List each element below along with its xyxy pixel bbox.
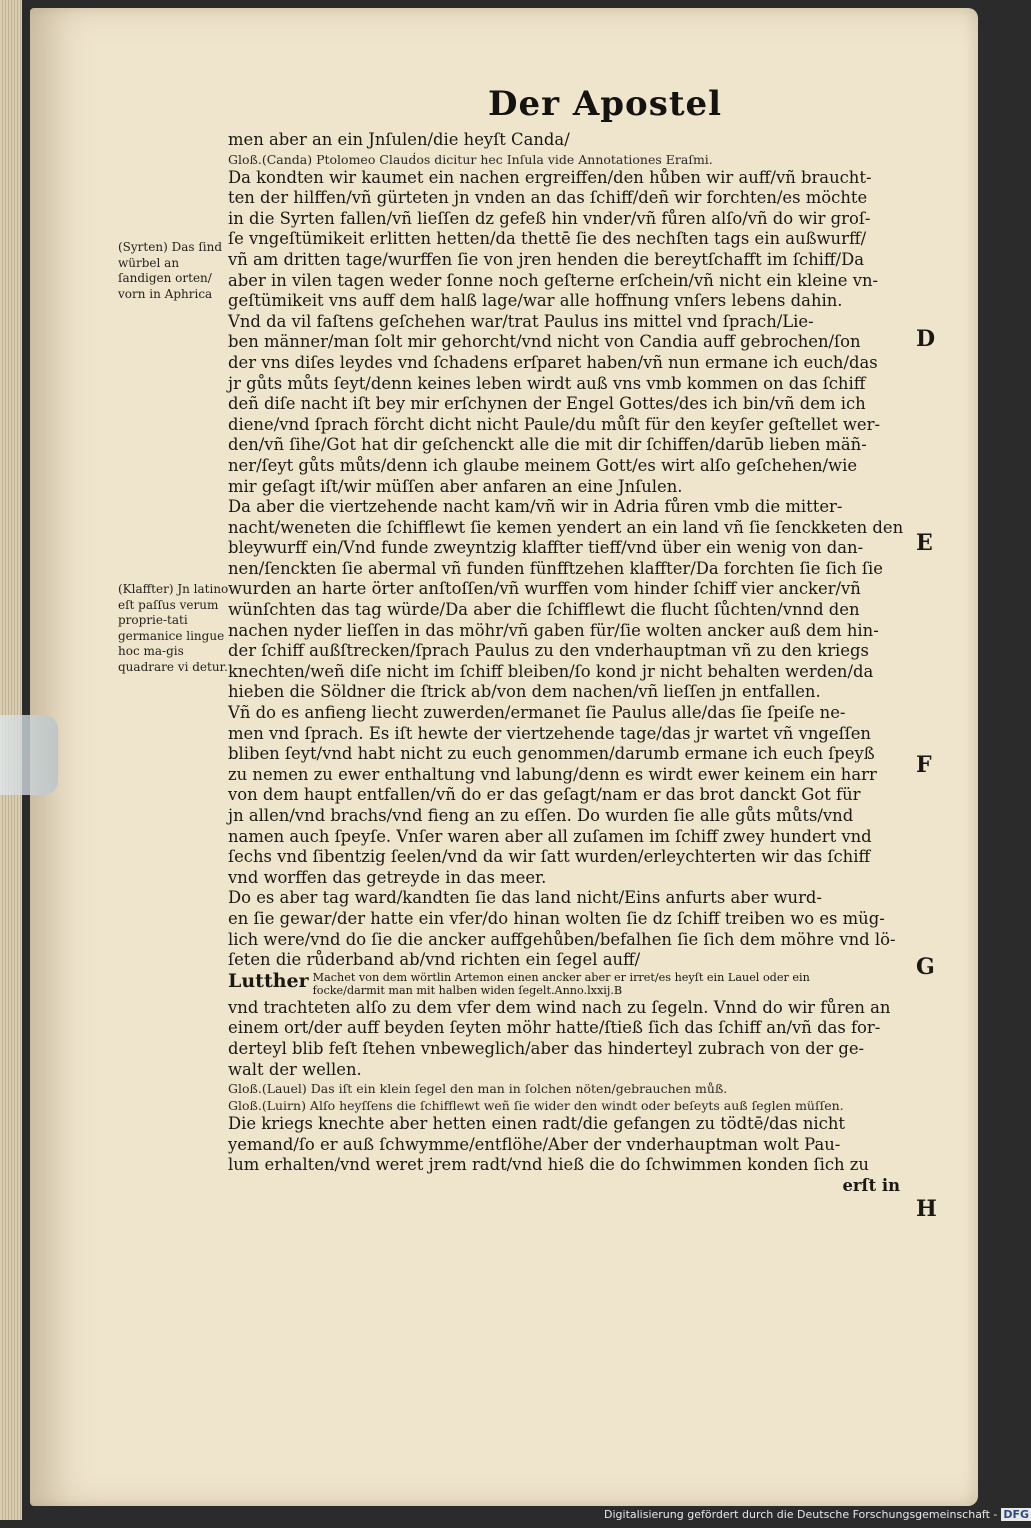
text-line: wünſchten das tag würde/Da aber die ſchifflewt die flucht ſůchten/vnnd den: [228, 600, 860, 620]
text-block-1: [228, 130, 908, 971]
text-line: ſeten die růderband ab/vnd richten ein ſegel auff/: [228, 950, 641, 970]
text-line: nachen nyder lieſſen in das möhr/vñ gaben für/ſie wolten ancker auß dem hin-: [228, 620, 879, 640]
text-line: bleywurff ein/Vnd funde zweyntzig klaffter tieff/vnd über ein wenig von dan-: [228, 538, 864, 558]
text-line: men aber an ein Jnſulen/die heyſt Canda/: [228, 130, 570, 149]
text-block-2: [228, 998, 908, 1176]
text-line: zu nemen zu ewer enthaltung vnd labung/denn es wirdt ewer keinem ein harr: [228, 764, 877, 784]
text-line: den/vñ ſihe/Got hat dir geſchenckt alle die mit dir ſchiffen/darūb lieben mäñ-: [228, 435, 867, 455]
text-line: men vnd ſprach. Es iſt hewte der viertzehende tage/das jr wartet vñ vngeſſen: [228, 723, 871, 743]
lutther-note: [228, 971, 908, 998]
margin-letter-e: E: [916, 530, 933, 556]
margin-letter-g: G: [916, 954, 935, 980]
text-line: bliben ſeyt/vnd habt nicht zu euch genommen/darumb ermane ich euch ſpeyß: [228, 744, 875, 764]
footer-text: Digitalisierung gefördert durch die Deutsche Forschungsgemeinschaft -: [604, 1508, 998, 1521]
text-line: en ſie gewar/der hatte ein vfer/do hinan wolten ſie dz ſchiff treiben wo es müg-: [228, 908, 885, 928]
text-line: yemand/ſo er auß ſchwymme/entflöhe/Aber der vnderhauptman wolt Pau-: [228, 1134, 841, 1154]
text-line: der ſchiff außſtrecken/ſprach Paulus zu den vnderhauptman vñ zu den kriegs: [228, 641, 869, 661]
text-line: vñ am dritten tage/wurffen ſie von jren henden die bereytſchafft im ſchiff/Da: [228, 249, 864, 269]
text-line: aber in vilen tagen weder ſonne noch geſterne erſchein/vñ nicht ein kleine vn-: [228, 270, 879, 290]
text-line: jn allen/vnd brachs/vnd fieng an zu eſſen. Do wurden ſie alle gůts můts/vnd: [228, 806, 854, 825]
margin-letter-d: D: [916, 326, 936, 352]
text-line: walt der wellen.: [228, 1059, 362, 1079]
margin-letter-f: F: [916, 752, 932, 778]
lutther-line-1: Machet von dem wörtlin Artemon einen ancker aber er irret/es heyſt ein Lauel oder ein: [312, 970, 810, 984]
text-line: ten der hilffen/vñ gürteten jn vnden an das ſchiff/deñ wir forchten/es möchte: [228, 188, 868, 208]
text-line: nen/ſenckten ſie abermal vñ funden fünfftzehen klaffter/Da forchten ſie ſich ſie: [228, 558, 883, 578]
lutther-note-body: [313, 971, 810, 998]
text-line: Da kondten wir kaumet ein nachen ergreiffen/den hůben wir auff/vñ braucht-: [228, 167, 872, 187]
catchword: erſt in: [842, 1175, 900, 1195]
text-line: lich were/vnd do ſie die ancker auffgehůben/befalhen ſie ſich dem möhre vnd lö-: [228, 929, 896, 949]
text-line: Vñ do es anfieng liecht zuwerden/ermanet ſie Paulus alle/das ſie ſpeiſe ne-: [228, 703, 846, 723]
text-line: der vns diſes leydes vnd ſchadens erſparet haben/vñ nun ermane ich euch/das: [228, 352, 878, 372]
text-line: lum erhalten/vnd weret jrem radt/vnd hieß die do ſchwimmen konden ſich zu: [228, 1155, 869, 1175]
text-line: von dem haupt entfallen/vñ do er das geſagt/nam er das brot danckt Got für: [228, 785, 861, 805]
text-line: ner/ſeyt gůts můts/denn ich glaube meinem Gott/es wirt alſo geſchehen/wie: [228, 455, 858, 475]
main-text: [228, 130, 908, 1197]
lutther-label: Lutther: [228, 969, 309, 992]
text-line: knechten/weñ diſe nicht im ſchiff bleiben/ſo kond jr nicht behalten werden/da: [228, 661, 874, 681]
text-line: Vnd da vil faſtens geſchehen war/trat Paulus ins mittel vnd ſprach/Lie-: [228, 311, 814, 331]
text-line: mir geſagt iſt/wir müſſen aber anfaren an eine Jnſulen.: [228, 476, 683, 496]
text-line: ſechs vnd ſibentzig ſeelen/vnd da wir ſatt wurden/erleychterten wir das ſchiff: [228, 847, 871, 867]
text-line: derteyl blib feſt ſtehen vnbeweglich/aber das hinderteyl zubrach von der ge-: [228, 1038, 865, 1058]
gloss-line: Gloß.(Lauel) Das iſt ein klein ſegel den man in ſolchen nöten/gebrauchen můß.: [228, 1081, 728, 1097]
text-line: geſtümikeit vns auff dem halß lage/war alle hoffnung vnſers lebens dahin.: [228, 291, 843, 311]
text-line: nacht/weneten die ſchifflewt ſie kemen yendert an ein land vñ ſie ſenckketen den: [228, 517, 904, 537]
text-line: Da aber die viertzehende nacht kam/vñ wir in Adria fůren vmb die mitter-: [228, 497, 843, 517]
gloss-line: Gloß.(Canda) Ptolomeo Clauḋos dicitur hec Inſula vide Annotationes Eraſmi.: [228, 151, 713, 167]
text-line: diene/vnd ſprach förcht dicht nicht Paule/du můſt für den keyſer geſtellet wer-: [228, 414, 881, 434]
side-note-syrten: (Syrten) Das ſind würbel an ſandigen orten/ vorn in Aphrica: [118, 240, 223, 301]
page-header: Der Apostel: [488, 84, 723, 124]
text-line: einem ort/der auff beyden ſeyten möhr hatte/ſtieß ſich das ſchiff an/vñ das for-: [228, 1018, 881, 1038]
text-line: vnd worffen das getreyde in das meer.: [228, 867, 547, 887]
text-line: wurden an harte örter anſtoſſen/vñ wurffen vom hinder ſchiff vier ancker/vñ: [228, 579, 861, 599]
lutther-line-2: focke/darmit man mit halben widen ſegelt.Anno.lxxij.B: [312, 984, 623, 998]
text-line: Do es aber tag ward/kandten ſie das land nicht/Eins anfurts aber wurd-: [228, 888, 822, 908]
text-line: ben männer/man ſolt mir gehorcht/vnd nicht von Candia auff gebrochen/ſon: [228, 332, 861, 352]
text-line: Die kriegs knechte aber hetten einen radt/die gefangen zu tödtē/das nicht: [228, 1114, 845, 1134]
dfg-logo: DFG: [1003, 1508, 1030, 1521]
side-note-klaffter: (Klaffter) Jn latino eſt paſſus verum proprie-tati germanice lingue hoc ma-gis quadrare vi detur.: [118, 582, 229, 674]
text-line: vnd trachteten alſo zu dem vfer dem wind nach zu ſegeln. Vnnd do wir fůren an: [228, 997, 891, 1017]
footer-credit: [604, 1508, 1031, 1521]
text-line: jr gůts můts ſeyt/denn keines leben wirdt auß vns vmb kommen on das ſchiff: [228, 373, 866, 393]
margin-letter-h: H: [916, 1196, 937, 1222]
text-line: ſe vngeſtümikeit erlitten hetten/da thettē ſie des nechſten tags ein außwurff/: [228, 229, 867, 249]
page-clip: [0, 715, 58, 795]
text-line: deñ diſe nacht iſt bey mir erſchynen der Engel Gottes/des ich bin/vñ dem ich: [228, 394, 866, 414]
gloss-line: Gloß.(Luirn) Alſo heyſſens die ſchifflewt weñ ſie wider den windt oder beſeyts auß ſeglen müſſen.: [228, 1098, 844, 1114]
text-line: namen auch ſpeyſe. Vnſer waren aber all zuſamen im ſchiff zwey hundert vnd: [228, 826, 872, 846]
text-line: hieben die Söldner die ſtrick ab/von dem nachen/vñ lieſſen jn entfallen.: [228, 682, 821, 702]
text-line: in die Syrten fallen/vñ lieſſen dz gefeß hin vnder/vñ fůren alſo/vñ do wir groſ-: [228, 208, 871, 228]
